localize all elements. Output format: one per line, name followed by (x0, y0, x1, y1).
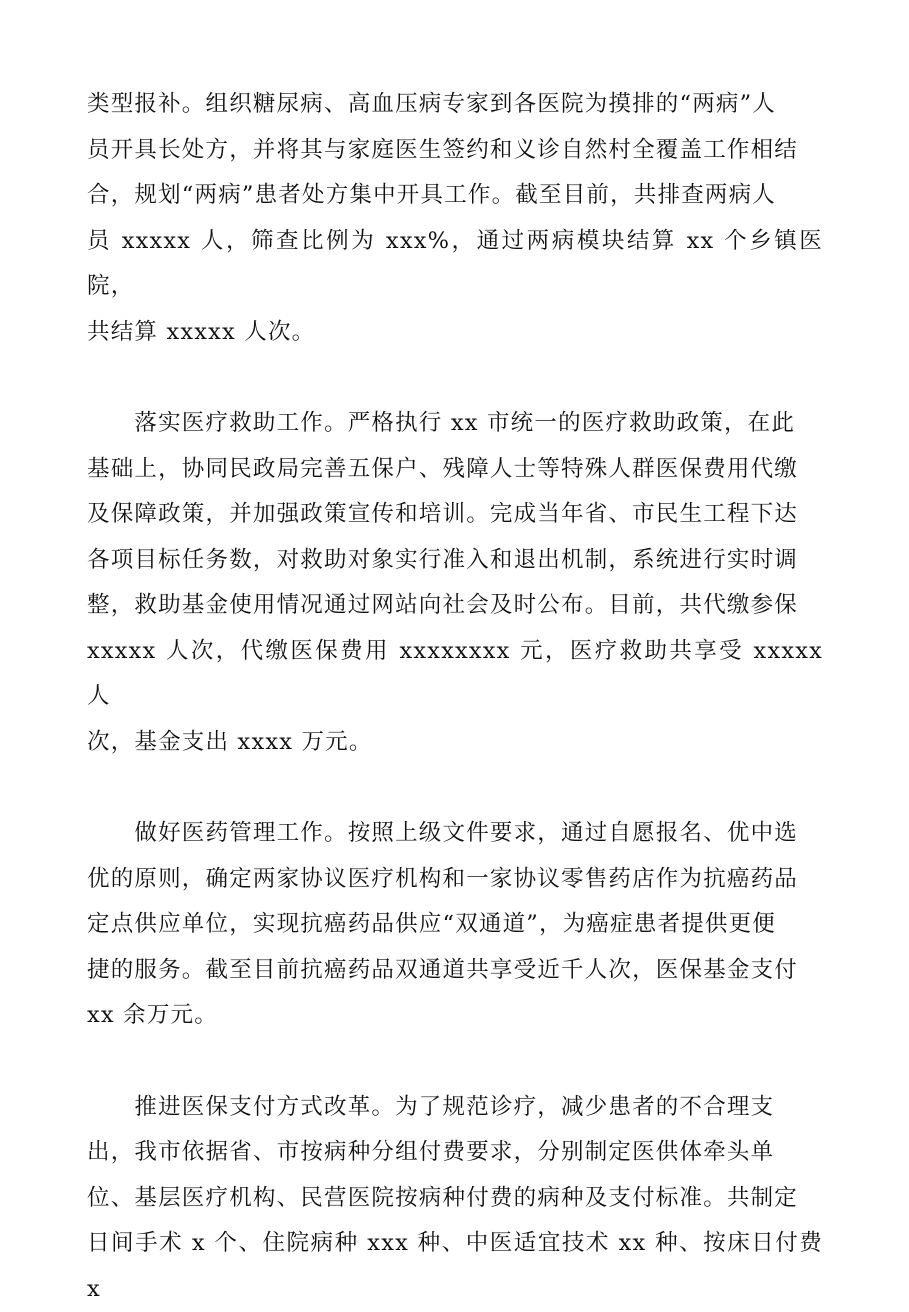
text-line: 各项目标任务数，对救助对象实行准入和退出机制，系统进行实时调 (87, 538, 823, 584)
text-line: 出，我市依据省、市按病种分组付费要求，分别制定医供体牵头单 (87, 1130, 823, 1176)
text-line: 推进医保支付方式改革。为了规范诊疗，减少患者的不合理支 (87, 1085, 823, 1131)
document-page (87, 82, 823, 1312)
text-line: 共结算 xxxxx 人次。 (87, 310, 823, 356)
text-line: 优的原则，确定两家协议医疗机构和一家协议零售药店作为抗癌药品 (87, 857, 823, 903)
paragraph-two-diseases-settlement (87, 82, 823, 355)
paragraph-spacer (87, 1039, 823, 1085)
text-line: 基础上，协同民政局完善五保户、残障人士等特殊人群医保费用代缴 (87, 447, 823, 493)
paragraph-spacer (87, 355, 823, 401)
text-line: xxxxx 人次，代缴医保费用 xxxxxxxx 元，医疗救助共享受 xxxxx 人 (87, 629, 823, 720)
text-line: 员 xxxxx 人，筛查比例为 xxx%，通过两病模块结算 xx 个乡镇医院， (87, 219, 823, 310)
text-line: 次，基金支出 xxxx 万元。 (87, 720, 823, 766)
paragraph-payment-reform (87, 1085, 823, 1312)
text-line: 合，规划“两病”患者处方集中开具工作。截至目前，共排查两病人 (87, 173, 823, 219)
text-line: 位、基层医疗机构、民营医院按病种付费的病种及支付标准。共制定 (87, 1176, 823, 1222)
text-line: 整，救助基金使用情况通过网站向社会及时公布。目前，共代缴参保 (87, 583, 823, 629)
text-line: 定点供应单位，实现抗癌药品供应“双通道”，为癌症患者提供更便 (87, 902, 823, 948)
text-line: 类型报补。组织糖尿病、高血压病专家到各医院为摸排的“两病”人 (87, 82, 823, 128)
text-line: 捷的服务。截至目前抗癌药品双通道共享受近千人次，医保基金支付 (87, 948, 823, 994)
paragraph-drug-management (87, 811, 823, 1039)
text-line: 日间手术 x 个、住院病种 xxx 种、中医适宜技术 xx 种、按床日付费 x (87, 1221, 823, 1312)
text-line: 及保障政策，并加强政策宣传和培训。完成当年省、市民生工程下达 (87, 492, 823, 538)
paragraph-spacer (87, 765, 823, 811)
text-line: 员开具长处方，并将其与家庭医生签约和义诊自然村全覆盖工作相结 (87, 128, 823, 174)
text-line: xx 余万元。 (87, 993, 823, 1039)
paragraph-medical-assistance (87, 401, 823, 765)
text-line: 做好医药管理工作。按照上级文件要求，通过自愿报名、优中选 (87, 811, 823, 857)
text-line: 落实医疗救助工作。严格执行 xx 市统一的医疗救助政策，在此 (87, 401, 823, 447)
